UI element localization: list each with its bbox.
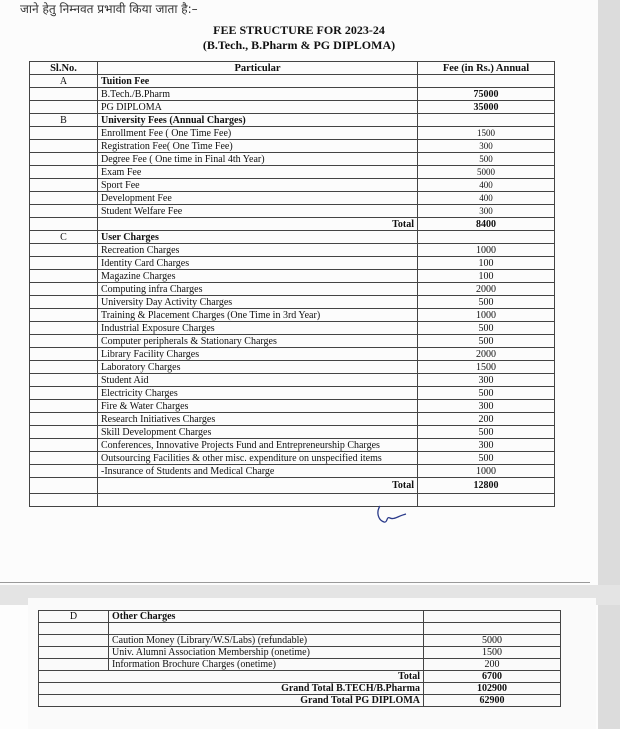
empty-cell	[30, 439, 98, 452]
table-row	[30, 257, 555, 270]
section-sl: A	[30, 75, 98, 88]
item-label: B.Tech./B.Pharm	[98, 88, 418, 101]
item-label: Computer peripherals & Stationary Charges	[98, 335, 418, 348]
item-fee: 100	[418, 257, 555, 270]
table-row	[30, 494, 555, 507]
item-fee: 500	[418, 335, 555, 348]
table-row	[30, 153, 555, 166]
total-label: Total	[39, 671, 424, 683]
other-charges-table	[38, 610, 561, 707]
item-label: Caution Money (Library/W.S/Labs) (refundable)	[109, 635, 424, 647]
table-row	[30, 374, 555, 387]
table-row	[30, 192, 555, 205]
item-fee: 5000	[418, 166, 555, 179]
table-row	[39, 671, 561, 683]
signature	[372, 502, 412, 528]
item-fee: 5000	[424, 635, 561, 647]
page-margin	[598, 0, 620, 729]
table-row	[30, 244, 555, 257]
item-label: Enrollment Fee ( One Time Fee)	[98, 127, 418, 140]
empty-cell	[30, 140, 98, 153]
item-fee: 500	[418, 296, 555, 309]
empty-cell	[30, 88, 98, 101]
item-label: Information Brochure Charges (onetime)	[109, 659, 424, 671]
item-fee: 400	[418, 179, 555, 192]
column-header-fee: Fee (in Rs.) Annual	[418, 62, 555, 75]
table-row	[39, 611, 561, 623]
item-fee: 35000	[418, 101, 555, 114]
item-label: Student Welfare Fee	[98, 205, 418, 218]
item-label: Degree Fee ( One time in Final 4th Year)	[98, 153, 418, 166]
item-fee: 300	[418, 374, 555, 387]
item-fee: 75000	[418, 88, 555, 101]
table-row	[30, 283, 555, 296]
table-row	[30, 166, 555, 179]
item-label: Training & Placement Charges (One Time in 3rd Year)	[98, 309, 418, 322]
item-fee: 300	[418, 140, 555, 153]
item-fee: 1500	[424, 647, 561, 659]
table-row	[30, 322, 555, 335]
table-row	[39, 647, 561, 659]
table-row	[30, 400, 555, 413]
item-fee: 200	[418, 413, 555, 426]
item-label: Electricity Charges	[98, 387, 418, 400]
empty-cell	[30, 127, 98, 140]
total-value: 12800	[418, 478, 555, 494]
empty-cell	[30, 348, 98, 361]
table-row	[30, 348, 555, 361]
empty-cell	[30, 218, 98, 231]
item-fee: 1500	[418, 127, 555, 140]
section-title: Other Charges	[109, 611, 424, 623]
divider	[0, 582, 590, 583]
section-title: Tuition Fee	[98, 75, 418, 88]
item-label: Univ. Alumni Association Membership (onetime)	[109, 647, 424, 659]
empty-cell	[30, 465, 98, 478]
item-fee: 500	[418, 387, 555, 400]
item-fee: 2000	[418, 283, 555, 296]
empty-cell	[30, 296, 98, 309]
table-row	[30, 75, 555, 88]
table-row	[30, 205, 555, 218]
empty-cell	[418, 75, 555, 88]
fee-table	[29, 61, 555, 507]
table-row	[30, 140, 555, 153]
total-value: 8400	[418, 218, 555, 231]
grand-total-pg-value: 62900	[424, 695, 561, 707]
item-label: Outsourcing Facilities & other misc. expenditure on unspecified items	[98, 452, 418, 465]
table-row	[30, 309, 555, 322]
page-subtitle: (B.Tech., B.Pharm & PG DIPLOMA)	[202, 38, 396, 52]
item-label: University Day Activity Charges	[98, 296, 418, 309]
section-title: User Charges	[98, 231, 418, 244]
table-row	[30, 387, 555, 400]
empty-cell	[418, 114, 555, 127]
table-row	[30, 439, 555, 452]
empty-cell	[30, 192, 98, 205]
empty-cell	[39, 635, 109, 647]
item-fee: 300	[418, 205, 555, 218]
total-label: Total	[98, 218, 418, 231]
item-label: Research Initiatives Charges	[98, 413, 418, 426]
column-header-particular: Particular	[98, 62, 418, 75]
hindi-intro-line: जाने हेतु निम्नवत प्रभावी किया जाता है:–	[20, 2, 198, 16]
item-label: PG DIPLOMA	[98, 101, 418, 114]
item-fee: 400	[418, 192, 555, 205]
item-label: Sport Fee	[98, 179, 418, 192]
empty-cell	[424, 623, 561, 635]
empty-cell	[424, 611, 561, 623]
item-label: Industrial Exposure Charges	[98, 322, 418, 335]
table-row	[30, 270, 555, 283]
empty-cell	[418, 494, 555, 507]
item-label: -Insurance of Students and Medical Charge	[98, 465, 418, 478]
section-sl: C	[30, 231, 98, 244]
table-row	[30, 218, 555, 231]
item-label: Identity Card Charges	[98, 257, 418, 270]
empty-cell	[30, 452, 98, 465]
table-row	[30, 452, 555, 465]
item-fee: 300	[418, 439, 555, 452]
empty-cell	[30, 153, 98, 166]
item-fee: 1000	[418, 244, 555, 257]
empty-cell	[30, 413, 98, 426]
item-fee: 1500	[418, 361, 555, 374]
item-label: Student Aid	[98, 374, 418, 387]
item-fee: 200	[424, 659, 561, 671]
empty-cell	[30, 400, 98, 413]
empty-cell	[30, 101, 98, 114]
empty-cell	[30, 166, 98, 179]
grand-total-pg-label: Grand Total PG DIPLOMA	[39, 695, 424, 707]
item-label: Laboratory Charges	[98, 361, 418, 374]
empty-cell	[30, 205, 98, 218]
table-row	[30, 127, 555, 140]
empty-cell	[30, 387, 98, 400]
table-row	[30, 413, 555, 426]
table-row	[30, 101, 555, 114]
item-fee: 300	[418, 400, 555, 413]
section-sl: D	[39, 611, 109, 623]
empty-cell	[30, 426, 98, 439]
table-row	[30, 465, 555, 478]
table-row	[30, 179, 555, 192]
empty-cell	[98, 494, 418, 507]
table-row	[30, 62, 555, 75]
empty-cell	[30, 374, 98, 387]
table-row	[30, 231, 555, 244]
table-row	[30, 88, 555, 101]
empty-cell	[30, 270, 98, 283]
empty-cell	[30, 283, 98, 296]
empty-cell	[30, 361, 98, 374]
table-row	[30, 296, 555, 309]
item-label: Library Facility Charges	[98, 348, 418, 361]
item-fee: 500	[418, 153, 555, 166]
item-label: Registration Fee( One Time Fee)	[98, 140, 418, 153]
item-label: Development Fee	[98, 192, 418, 205]
item-label: Skill Development Charges	[98, 426, 418, 439]
table-row	[39, 683, 561, 695]
empty-cell	[30, 257, 98, 270]
empty-cell	[30, 179, 98, 192]
item-label: Conferences, Innovative Projects Fund and Entrepreneurship Charges	[98, 439, 418, 452]
table-row	[39, 635, 561, 647]
section-sl: B	[30, 114, 98, 127]
item-fee: 1000	[418, 309, 555, 322]
item-fee: 1000	[418, 465, 555, 478]
table-row	[30, 478, 555, 494]
item-fee: 500	[418, 322, 555, 335]
item-label: Recreation Charges	[98, 244, 418, 257]
item-label: Exam Fee	[98, 166, 418, 179]
table-row	[30, 114, 555, 127]
grand-total-btech-label: Grand Total B.TECH/B.Pharma	[39, 683, 424, 695]
item-label: Fire & Water Charges	[98, 400, 418, 413]
table-row	[30, 426, 555, 439]
empty-cell	[30, 478, 98, 494]
item-fee: 500	[418, 426, 555, 439]
column-header-sl: Sl.No.	[30, 62, 98, 75]
empty-cell	[418, 231, 555, 244]
table-row	[39, 659, 561, 671]
table-row	[39, 623, 561, 635]
empty-cell	[30, 335, 98, 348]
page-title: FEE STRUCTURE FOR 2023-24	[213, 23, 385, 37]
item-fee: 500	[418, 452, 555, 465]
item-label: Computing infra Charges	[98, 283, 418, 296]
item-fee: 2000	[418, 348, 555, 361]
table-row	[39, 695, 561, 707]
empty-cell	[109, 623, 424, 635]
empty-cell	[39, 659, 109, 671]
empty-cell	[30, 494, 98, 507]
empty-cell	[39, 623, 109, 635]
empty-cell	[30, 309, 98, 322]
empty-cell	[30, 322, 98, 335]
empty-cell	[39, 647, 109, 659]
section-title: University Fees (Annual Charges)	[98, 114, 418, 127]
empty-cell	[30, 244, 98, 257]
item-fee: 100	[418, 270, 555, 283]
table-row	[30, 335, 555, 348]
total-label: Total	[98, 478, 418, 494]
grand-total-btech-value: 102900	[424, 683, 561, 695]
total-value: 6700	[424, 671, 561, 683]
table-row	[30, 361, 555, 374]
item-label: Magazine Charges	[98, 270, 418, 283]
